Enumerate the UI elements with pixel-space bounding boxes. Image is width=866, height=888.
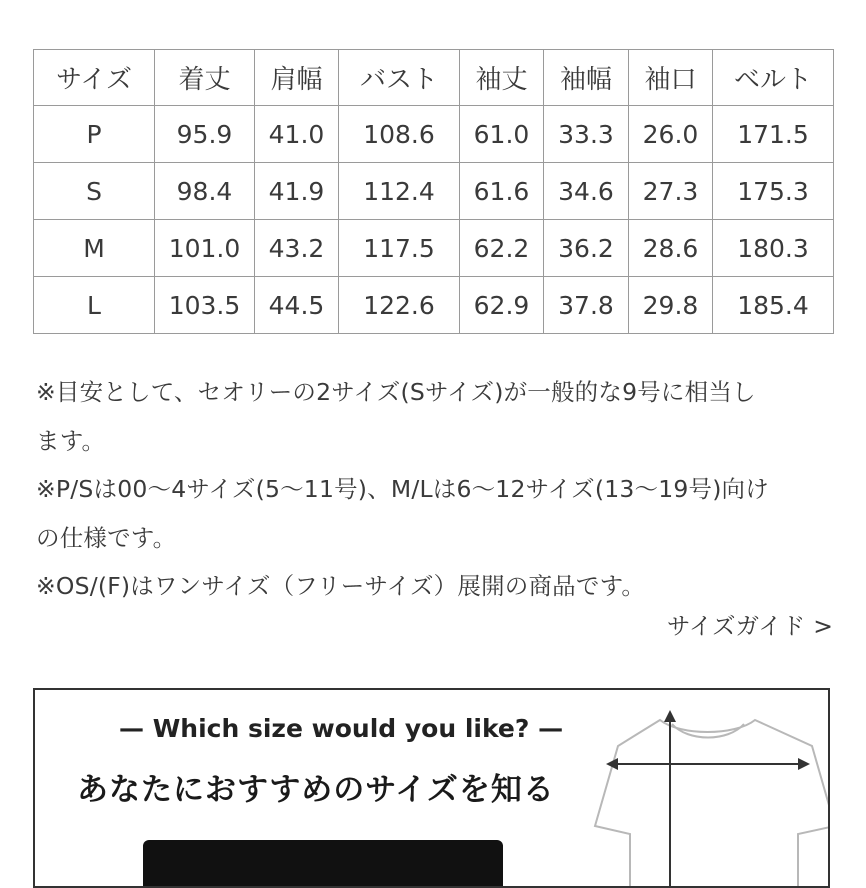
header-sleeve-length: 袖丈	[460, 50, 544, 106]
table-cell: 33.3	[544, 106, 629, 163]
header-cuff: 袖口	[629, 50, 713, 106]
table-cell: 26.0	[629, 106, 713, 163]
header-size: サイズ	[34, 50, 155, 106]
table-cell: 185.4	[713, 277, 834, 334]
note-line: ※P/Sは00〜4サイズ(5〜11号)、M/Lは6〜12サイズ(13〜19号)向け	[36, 475, 769, 503]
table-row	[34, 106, 834, 163]
table-cell: 34.6	[544, 163, 629, 220]
note-line: の仕様です。	[36, 523, 177, 552]
table-cell: 41.0	[255, 106, 339, 163]
table-cell: 61.0	[460, 106, 544, 163]
table-cell: 171.5	[713, 106, 834, 163]
table-cell: 62.9	[460, 277, 544, 334]
table-cell: 61.6	[460, 163, 544, 220]
table-cell: S	[34, 163, 155, 220]
table-cell: 44.5	[255, 277, 339, 334]
table-cell: M	[34, 220, 155, 277]
table-cell: 41.9	[255, 163, 339, 220]
table-row	[34, 277, 834, 334]
note-line: ※OS/(F)はワンサイズ（フリーサイズ）展開の商品です。	[36, 572, 646, 600]
table-cell: 180.3	[713, 220, 834, 277]
chevron-right-icon: >	[813, 612, 833, 640]
table-cell: 112.4	[339, 163, 460, 220]
table-cell: 103.5	[155, 277, 255, 334]
table-cell: 175.3	[713, 163, 834, 220]
size-recommendation-banner[interactable]	[33, 688, 830, 888]
note-line: ※目安として、セオリーの2サイズ(Sサイズ)が一般的な9号に相当し	[36, 378, 756, 406]
banner-title: あなたにおすすめのサイズを知る	[77, 772, 555, 808]
table-cell: 122.6	[339, 277, 460, 334]
table-cell: 27.3	[629, 163, 713, 220]
header-belt: ベルト	[713, 50, 834, 106]
banner-subtitle: — Which size would you like? —	[119, 714, 564, 743]
table-cell: L	[34, 277, 155, 334]
header-length: 着丈	[155, 50, 255, 106]
table-header-row	[34, 50, 834, 106]
table-row	[34, 220, 834, 277]
tshirt-measure-icon	[590, 706, 830, 888]
table-cell: 62.2	[460, 220, 544, 277]
table-cell: 95.9	[155, 106, 255, 163]
table-cell: 36.2	[544, 220, 629, 277]
note-line: ます。	[36, 426, 106, 455]
table-cell: P	[34, 106, 155, 163]
size-guide-label: サイズガイド	[666, 612, 806, 640]
table-cell: 43.2	[255, 220, 339, 277]
table-cell: 98.4	[155, 163, 255, 220]
banner-button[interactable]	[143, 840, 503, 888]
table-cell: 101.0	[155, 220, 255, 277]
table-cell: 29.8	[629, 277, 713, 334]
size-guide-link[interactable]	[667, 607, 833, 641]
table-cell: 117.5	[339, 220, 460, 277]
size-table	[33, 49, 834, 334]
header-shoulder: 肩幅	[255, 50, 339, 106]
table-cell: 37.8	[544, 277, 629, 334]
table-cell: 28.6	[629, 220, 713, 277]
table-row	[34, 163, 834, 220]
header-sleeve-width: 袖幅	[544, 50, 629, 106]
header-bust: バスト	[339, 50, 460, 106]
table-cell: 108.6	[339, 106, 460, 163]
size-notes	[36, 368, 841, 611]
